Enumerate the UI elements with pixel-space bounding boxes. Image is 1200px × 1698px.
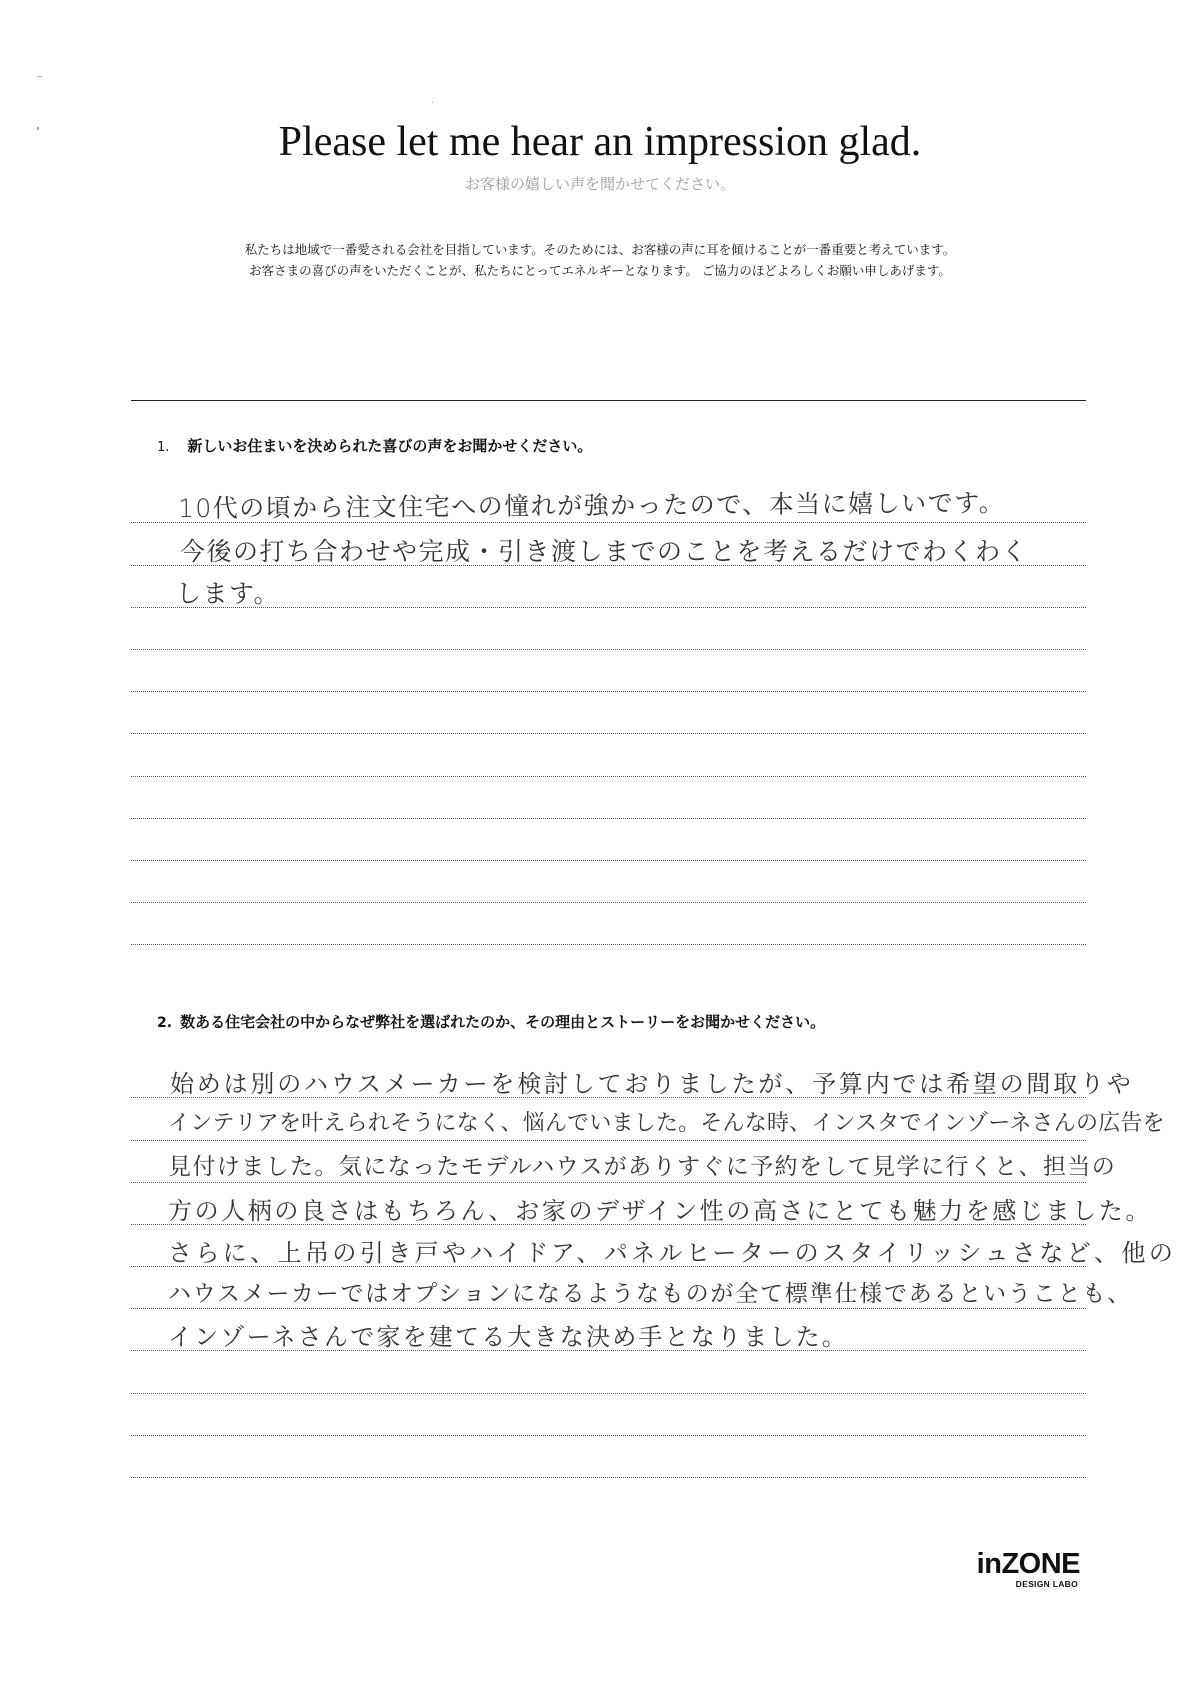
handwritten-answer-2-line-1: 始めは別のハウスメーカーを検討しておりましたが、予算内では希望の間取りや [170, 1070, 1134, 1098]
handwritten-answer-2-line-2: インテリアを叶えられそうになく、悩んでいました。そんな時、インスタでインゾーネさんの広告を [168, 1111, 1165, 1136]
handwritten-answer-2-line-7: インゾーネさんで家を建てる大きな決め手となりました。 [168, 1323, 848, 1351]
answer-line [131, 944, 1086, 945]
question-1 [157, 435, 592, 456]
handwritten-answer-2-line-3: 見付けました。気になったモデルハウスがありすぐに予約をして見学に行くと、担当の [168, 1154, 1117, 1180]
question-1-text: 新しいお住まいを決められた喜びの声をお聞かせください。 [187, 437, 593, 455]
handwritten-answer-1-line-3: します。 [176, 579, 281, 608]
question-2-number: 2. [157, 1015, 173, 1031]
question-2 [157, 1011, 825, 1032]
logo-subtitle: DESIGN LABO [1015, 1579, 1078, 1589]
answer-line [131, 691, 1086, 692]
answer-line [131, 1477, 1086, 1478]
handwritten-answer-2-line-6: ハウスメーカーではオプションになるようなものが全て標準仕様であるということも、 [168, 1281, 1132, 1307]
intro-line-2: お客さまの喜びの声をいただくことが、私たちにとってエネルギーとなります。 ご協力のほどよろしくお願い申しあげます。 [249, 263, 951, 278]
answer-line [131, 902, 1086, 903]
answer-line [131, 776, 1086, 777]
logo-wordmark: inZONE [976, 1548, 1080, 1580]
page-title: Please let me hear an impression glad. [278, 119, 922, 165]
answer-line [131, 1308, 1086, 1309]
answer-line [131, 649, 1086, 650]
intro-line-1: 私たちは地域で一番愛される会社を目指しています。そのためには、お客様の声に耳を傾けることが一番重要と考えています。 [244, 242, 956, 257]
answer-line [131, 818, 1086, 819]
answer-line [131, 1182, 1086, 1183]
answer-line [131, 1393, 1086, 1394]
answer-line [131, 1435, 1086, 1436]
question-2-text: 数ある住宅会社の中からなぜ弊社を選ばれたのか、その理由とストーリーをお聞かせください。 [180, 1013, 826, 1031]
scan-speck [37, 76, 42, 77]
handwritten-answer-1-line-2: 今後の打ち合わせや完成・引き渡しまでのことを考えるだけでわくわく [180, 537, 1029, 566]
handwritten-answer-2-line-5: さらに、上吊の引き戸やハイドア、パネルヒーターのスタイリッシュさなど、他の [168, 1239, 1177, 1267]
handwritten-answer-1-line-1: 10代の頃から注文住宅への憧れが強かったので、本当に嬉しいです。 [177, 488, 1006, 524]
scan-speck [432, 102, 433, 103]
question-1-number: 1. [157, 440, 170, 455]
inzone-logo [960, 1550, 1080, 1589]
answer-line [131, 860, 1086, 861]
page-subtitle: お客様の嬉しい声を聞かせてください。 [464, 175, 735, 193]
header-divider [131, 400, 1086, 401]
answer-line [131, 1140, 1086, 1141]
answer-line [131, 733, 1086, 734]
handwritten-answer-2-line-4: 方の人柄の良さはもちろん、お家のデザイン性の高さにとても魅力を感じました。 [168, 1197, 1152, 1225]
